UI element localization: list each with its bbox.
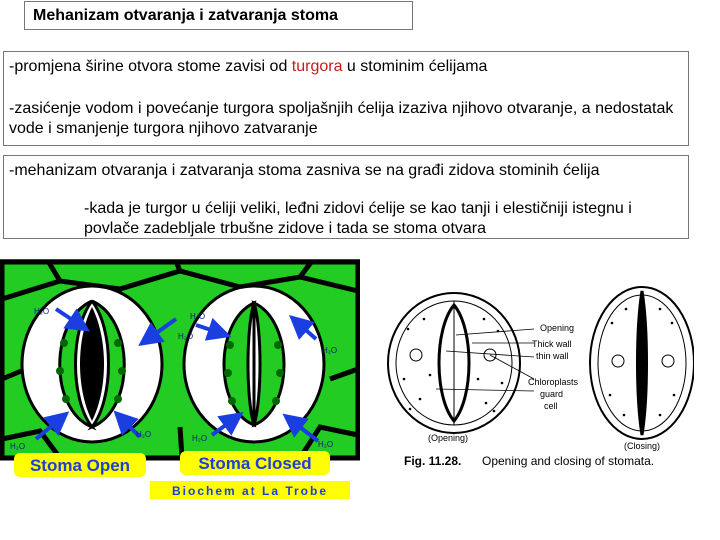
figure-caption: Opening and closing of stomata. (482, 454, 655, 468)
water-label: H₂O (322, 346, 338, 355)
label-chloroplasts: Chloroplasts (528, 377, 579, 387)
credit-label: Biochem at La Trobe (171, 484, 329, 498)
closing-stoma (590, 287, 694, 439)
paragraph-mechanism: -mehanizam otvaranja i zatvaranja stoma zasniva se na građi zidova stominih ćelija (9, 162, 600, 179)
paragraph-high-turgor: -kada je turgor u ćeliji veliki, leđni zidovi ćelije se kao tanji i elestičniji istegnu i povlače zadebljale trbušne zidove i tada se stoma otvara (84, 200, 632, 237)
opening-stoma (388, 293, 520, 433)
text-box-mechanism (3, 155, 689, 239)
label-opening: Opening (540, 323, 575, 333)
water-label: H₂O (34, 307, 50, 316)
paragraph-turgor-after: u stominim ćelijama (342, 58, 488, 75)
stoma-open-closed-diagram (0, 259, 360, 499)
label-cell: cell (544, 401, 558, 411)
figure-number: Fig. 11.28. (404, 454, 462, 468)
water-label: H₂O (178, 332, 194, 341)
paragraph-turgor-before: -promjena širine otvora stome zavisi od (9, 58, 292, 75)
caption-closing: (Closing) (624, 441, 661, 451)
page-title: Mehanizam otvaranja i zatvaranja stoma (24, 1, 413, 30)
label-guard: guard (540, 389, 564, 399)
label-thin-wall: thin wall (536, 351, 569, 361)
water-label: H₂O (192, 434, 208, 443)
stoma-closed-label: Stoma Closed (198, 454, 312, 473)
stomata-textbook-diagram (374, 279, 694, 472)
water-label: H₂O (190, 312, 206, 321)
paragraph-turgor (9, 57, 688, 77)
water-label: H₂O (10, 442, 26, 451)
caption-opening: (Opening) (428, 433, 469, 443)
text-box-turgor (3, 51, 689, 146)
stoma-open-label: Stoma Open (29, 456, 131, 475)
turgor-highlight: turgora (291, 58, 343, 75)
label-thick-wall: Thick wall (532, 339, 572, 349)
water-label: H₂O (136, 430, 152, 439)
water-label: H₂O (318, 440, 334, 449)
closed-stoma (224, 303, 284, 425)
paragraph-saturation: -zasićenje vodom i povećanje turgora spoljašnjih ćelija izaziva njihovo otvaranje, a nedostatak vode i smanjenje turgora njihovo zatvaranje (9, 100, 674, 137)
